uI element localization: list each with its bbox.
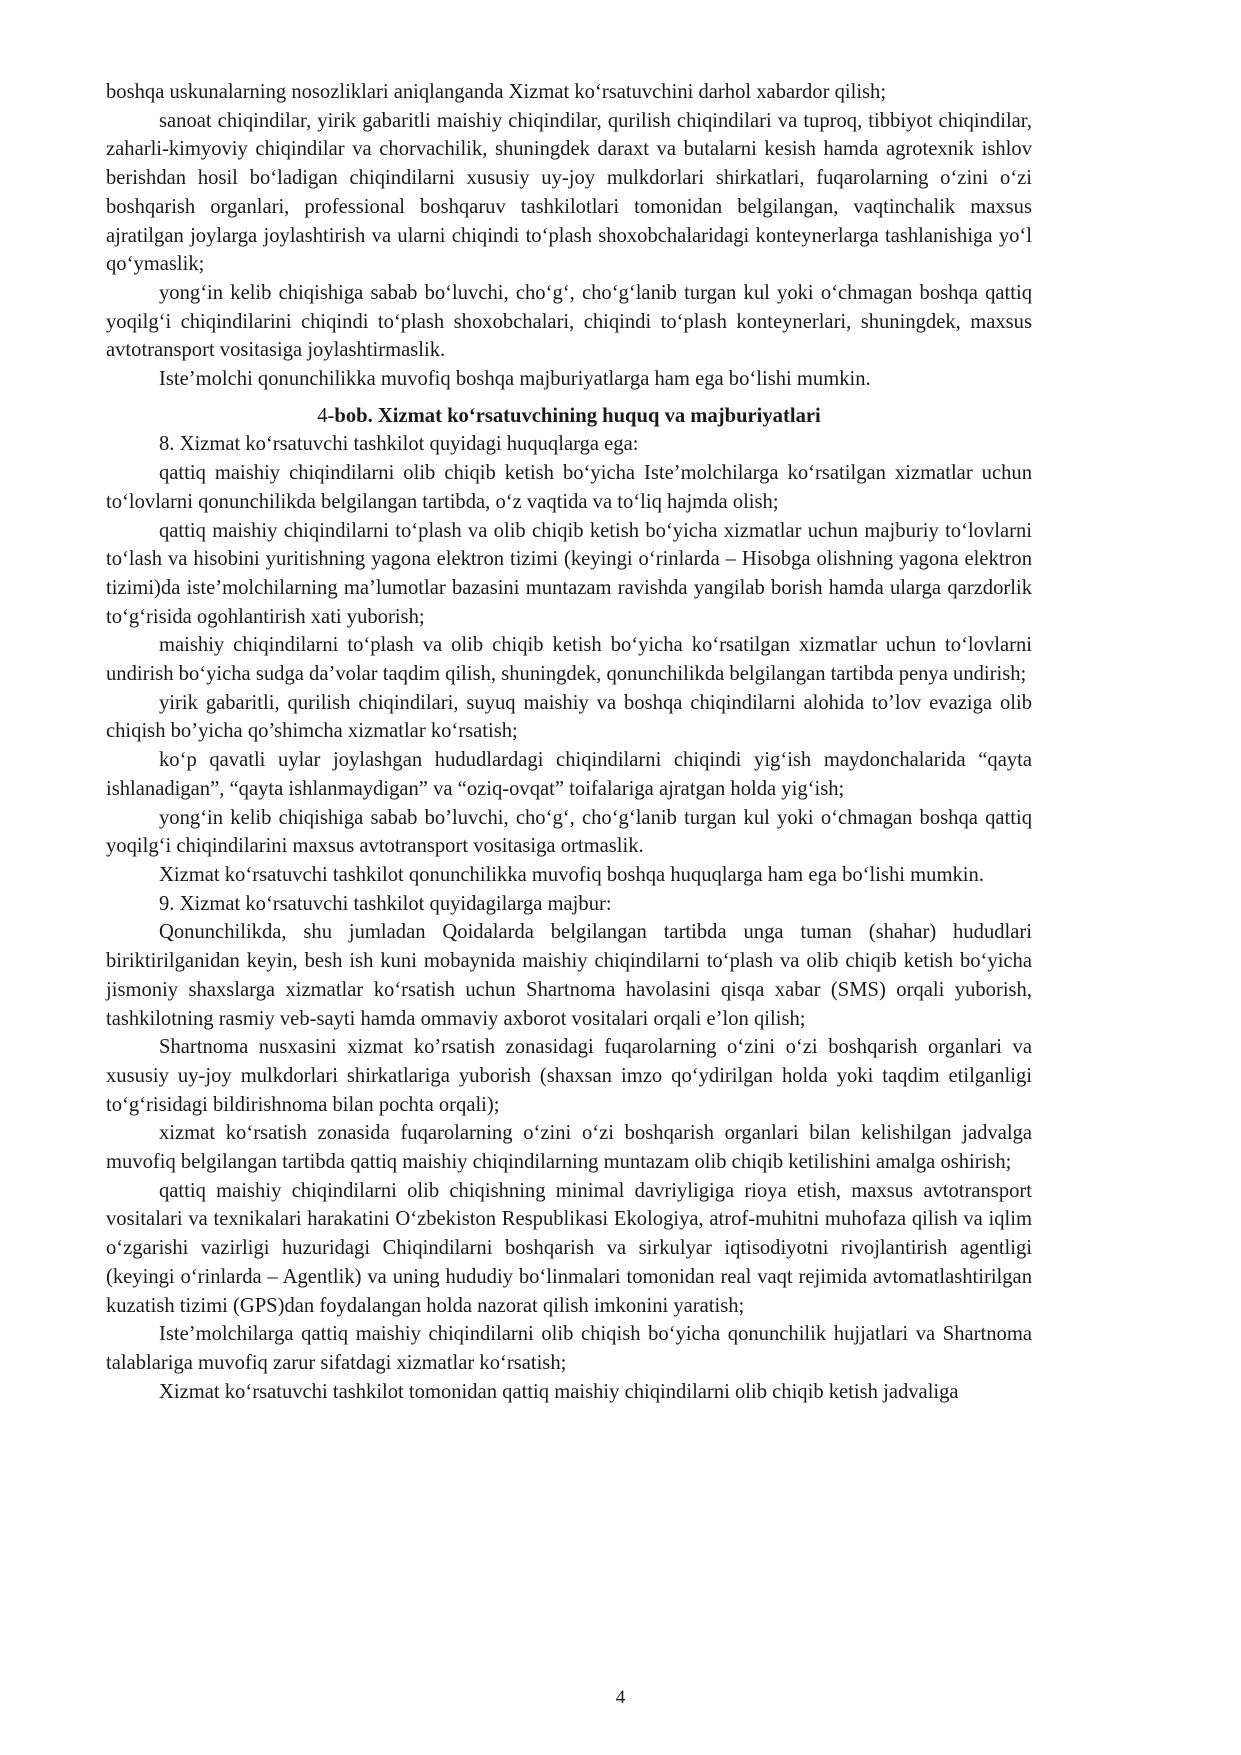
consumer-obligation-paragraph: sanoat chiqindilar, yirik gabaritli maishiy chiqindilar, qurilish chiqindilari va tuproq, tibbiyot chiqindilar, zaharli-kimyoviy chiqindilar va chorvachilik, shuningdek daraxt va butalarni kesish hamda agrotexnik ishlov berishdan hosil bo‘ladigan chiqindilarni xususiy uy-joy mulkdorlari shirkatlari, fuqarolarning o‘zini o‘zi boshqarish organlari, professional boshqaruv tashkilotlari tomonidan belgilangan, vaqtinchalik maxsus ajratilgan joylarga joylashtirish va ularni chiqindi to‘plash shoxobchalaridagi konteynerlarga tashlanishiga yo‘l qo‘ymaslik; <box>106 109 1032 276</box>
section-8-item: maishiy chiqindilarni to‘plash va olib chiqib ketish bo‘yicha ko‘rsatilgan xizmatlar uchun to‘lovlarni undirish bo‘yicha sudga da’volar taqdim qilish, shuningdek, qonunchilikda belgilangan tartibda penya undirish; <box>106 634 1032 686</box>
section-9-item: xizmat ko‘rsatish zonasida fuqarolarning o‘zini o‘zi boshqarish organlari bilan kelishilgan jadvalga muvofiq belgilangan tartibda qattiq maishiy chiqindilarning muntazam olib chiqib ketilishini amalga oshirish; <box>106 1122 1032 1174</box>
continuation-paragraph: boshqa uskunalarning nosozliklari aniqlanganda Xizmat ko‘rsatuvchini darhol xabardor qilish; <box>106 81 887 103</box>
chapter-heading <box>106 402 1032 431</box>
section-8-item: Xizmat ko‘rsatuvchi tashkilot qonunchilikka muvofiq boshqa huquqlarga ham ega bo‘lishi mumkin. <box>159 863 984 886</box>
section-9-item: Qonunchilikda, shu jumladan Qoidalarda belgilangan tartibda unga tuman (shahar) hududlari biriktirilganidan keyin, besh ish kuni mobaynida maishiy chiqindilarni to‘plash va olib chiqib ketish bo‘yicha jismoniy shaxslarga xizmatlar ko‘rsatish uchun Shartnoma havolasini qisqa xabar (SMS) orqali yuborish, tashkilotning rasmiy veb-sayti hamda ommaviy axborot vositalari orqali e’lon qilish; <box>106 921 1032 1030</box>
chapter-title: bob. Xizmat ko‘rsatuvchining huquq va majburiyatlari <box>334 404 821 427</box>
chapter-number: 4- <box>317 404 335 427</box>
section-9-item: Iste’molchilarga qattiq maishiy chiqindilarni olib chiqish bo‘yicha qonunchilik hujjatlari va Shartnoma talablariga muvofiq zarur sifatdagi xizmatlar ko‘rsatish; <box>106 1323 1032 1374</box>
page-number: 4 <box>615 1687 626 1708</box>
section-8-item: ko‘p qavatli uylar joylashgan hududlardagi chiqindilarni chiqindi yig‘ish maydonchalarida “qayta ishlanadigan”, “qayta ishlanmaydigan” va “oziq-ovqat” toifalariga ajratgan holda yig‘ish; <box>106 749 1032 800</box>
consumer-obligation-paragraph: yong‘in kelib chiqishiga sabab bo‘luvchi, cho‘g‘, cho‘g‘lanib turgan kul yoki o‘chmagan boshqa qattiq yoqilg‘i chiqindilarini chiqindi to‘plash shoxobchalari, chiqindi to‘plash konteynerlari, shuningdek, maxsus avtotransport vositasiga joylashtirmaslik. <box>106 281 1032 362</box>
section-9-item: Shartnoma nusxasini xizmat ko’rsatish zonasidagi fuqarolarning o‘zini o‘zi boshqarish organlari va xususiy uy-joy mulkdorlari shirkatlariga yuborish (shaxsan imzo qo‘ydirilgan holda yoki taqdim etilganligi to‘g‘risidagi bildirishnoma bilan pochta orqali); <box>106 1036 1032 1116</box>
section-8-item: qattiq maishiy chiqindilarni to‘plash va olib chiqib ketish bo‘yicha xizmatlar uchun majburiy to‘lovlarni to‘lash va hisobini yuritishning yagona elektron tizimi (keyingi o‘rinlarda – Hisobga olishning yagona elektron tizimi)da iste’molchilarning ma’lumotlar bazasini muntazam ravishda yangilab borish hamda ularga qarzdorlik to‘g‘risida ogohlantirish xati yuborish; <box>106 519 1032 628</box>
section-8-item: yong‘in kelib chiqishiga sabab bo’luvchi, cho‘g‘, cho‘g‘lanib turgan kul yoki o‘chmagan boshqa qattiq yoqilg‘i chiqindilarini maxsus avtotransport vositasiga ortmaslik. <box>106 806 1032 858</box>
section-9-item: Xizmat ko‘rsatuvchi tashkilot tomonidan qattiq maishiy chiqindilarni olib chiqib ketish jadvaliga <box>159 1380 959 1403</box>
section-9-item: qattiq maishiy chiqindilarni olib chiqishning minimal davriyligiga rioya etish, maxsus avtotransport vositalari va texnikalari harakatini O‘zbekiston Respublikasi Ekologiya, atrof-muhitni muhofaza qilish va iqlim o‘zgarishi vazirligi huzuridagi Chiqindilarni boshqarish va sirkulyar iqtisodiyotni rivojlantirish agentligi (keyingi o‘rinlarda – Agentlik) va uning hududiy bo‘linmalari tomonidan real vaqt rejimida avtomatlashtirilgan kuzatish tizimi (GPS)dan foydalangan holda nazorat qilish imkonini yaratish; <box>106 1179 1032 1317</box>
section-8-item: qattiq maishiy chiqindilarni olib chiqib ketish bo‘yicha Iste’molchilarga ko‘rsatilgan xizmatlar uchun to‘lovlarni qonunchilikda belgilangan tartibda, o‘z vaqtida va to‘liq hajmda olish; <box>106 462 1032 513</box>
document-page <box>106 78 1032 1406</box>
section-8-intro: 8. Xizmat ko‘rsatuvchi tashkilot quyidagi huquqlarga ega: <box>159 433 639 456</box>
section-8-item: yirik gabaritli, qurilish chiqindilari, suyuq maishiy va boshqa chiqindilarni alohida to’lov evaziga olib chiqish bo’yicha qo’shimcha xizmatlar ko‘rsatish; <box>106 691 1032 743</box>
consumer-obligation-paragraph: Iste’molchi qonunchilikka muvofiq boshqa majburiyatlarga ham ega bo‘lishi mumkin. <box>159 368 871 391</box>
section-9-intro: 9. Xizmat ko‘rsatuvchi tashkilot quyidagilarga majbur: <box>159 892 612 915</box>
